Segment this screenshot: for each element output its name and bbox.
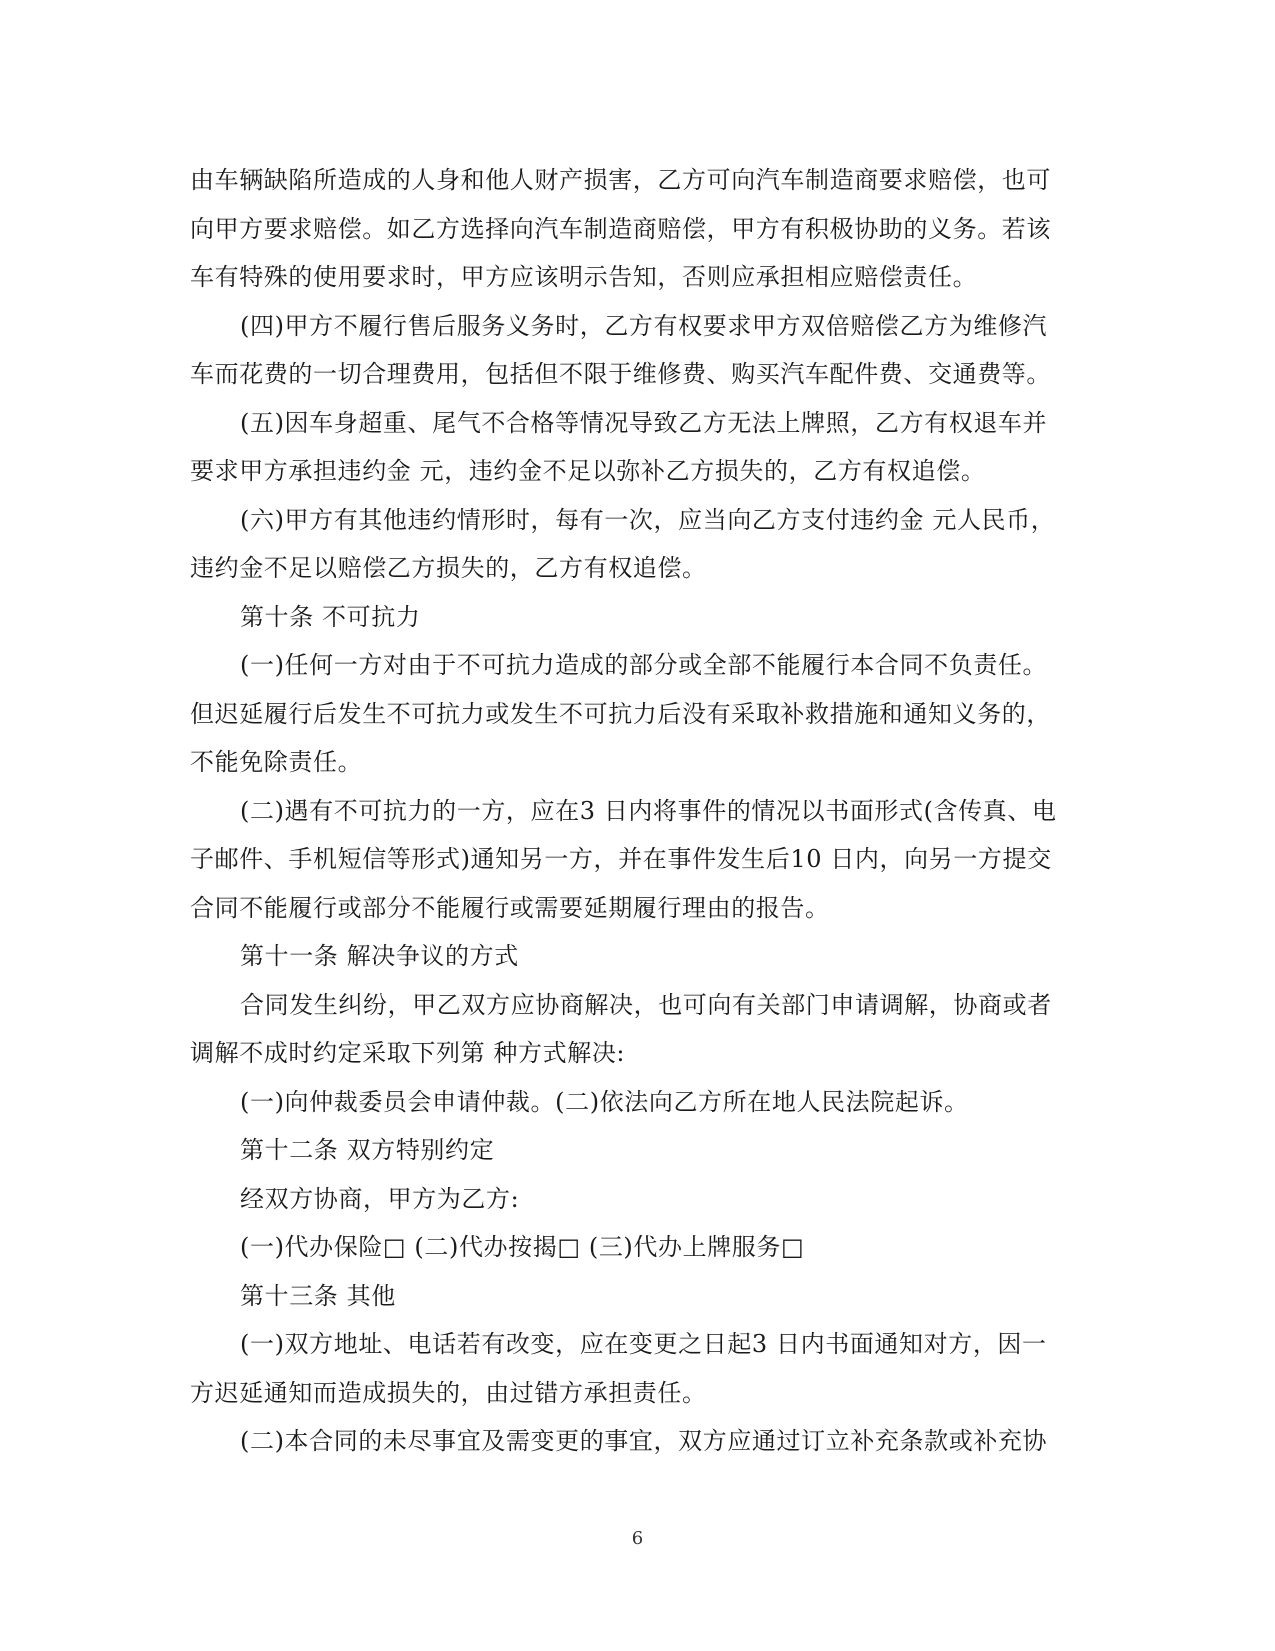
clause-paragraph-start: (二)本合同的未尽事宜及需变更的事宜，双方应通过订立补充条款或补充协 [240,1427,1048,1455]
article-heading: 第十二条 双方特别约定 [240,1136,495,1164]
clause-paragraph-start: (四)甲方不履行售后服务义务时，乙方有权要求甲方双倍赔偿乙方为维修汽 [240,311,1048,340]
text-line: 子邮件、手机短信等形式)通知另一方，并在事件发生后10 日内，向另一方提交 [190,845,1052,873]
text-line: 由车辆缺陷所造成的人身和他人财产损害，乙方可向汽车制造商要求赔偿，也可 [190,166,1051,194]
text-line: 车而花费的一切合理费用，包括但不限于维修费、购买汽车配件费、交通费等。 [190,360,1051,388]
clause-paragraph-start: (二)遇有不可抗力的一方，应在3 日内将事件的情况以书面形式(含传真、电 [240,796,1057,825]
clause-paragraph-start: 经双方协商，甲方为乙方: [240,1184,520,1213]
text-line: 方迟延通知而造成损失的，由过错方承担责任。 [190,1378,707,1407]
clause-paragraph-start: (一)任何一方对由于不可抗力造成的部分或全部不能履行本合同不负责任。 [240,651,1048,679]
article-heading: 第十三条 其他 [240,1281,396,1310]
clause-paragraph-start: (一)向仲裁委员会申请仲裁。(二)依法向乙方所在地人民法院起诉。 [240,1087,969,1116]
clause-paragraph-start: 合同发生纠纷，甲乙双方应协商解决，也可向有关部门申请调解，协商或者 [240,990,1052,1019]
clause-paragraph-start: (六)甲方有其他违约情形时，每有一次，应当向乙方支付违约金 元人民币， [240,505,1056,534]
checkbox-options-line: (一)代办保险□ (二)代办按揭□ (三)代办上牌服务□ [240,1233,805,1261]
article-heading: 第十一条 解决争议的方式 [240,942,519,970]
text-line: 要求甲方承担违约金 元，违约金不足以弥补乙方损失的，乙方有权追偿。 [190,457,986,485]
page-number: 6 [631,1528,644,1549]
text-line: 合同不能履行或部分不能履行或需要延期履行理由的报告。 [190,893,830,922]
text-line: 违约金不足以赔偿乙方损失的，乙方有权追偿。 [190,554,707,582]
text-line: 不能免除责任。 [190,748,363,776]
article-heading: 第十条 不可抗力 [240,602,421,631]
text-line: 向甲方要求赔偿。如乙方选择向汽车制造商赔偿，甲方有积极协助的义务。若该 [190,214,1051,243]
clause-paragraph-start: (五)因车身超重、尾气不合格等情况导致乙方无法上牌照，乙方有权退车并 [240,408,1048,437]
document-body [190,156,1080,1466]
text-line: 调解不成时约定采取下列第 种方式解决: [190,1039,626,1067]
text-line: 车有特殊的使用要求时，甲方应该明示告知，否则应承担相应赔偿责任。 [190,263,978,291]
clause-paragraph-start: (一)双方地址、电话若有改变，应在变更之日起3 日内书面通知对方，因一 [240,1330,1047,1358]
text-line: 但迟延履行后发生不可抗力或发生不可抗力后没有采取补救措施和通知义务的， [190,699,1051,728]
